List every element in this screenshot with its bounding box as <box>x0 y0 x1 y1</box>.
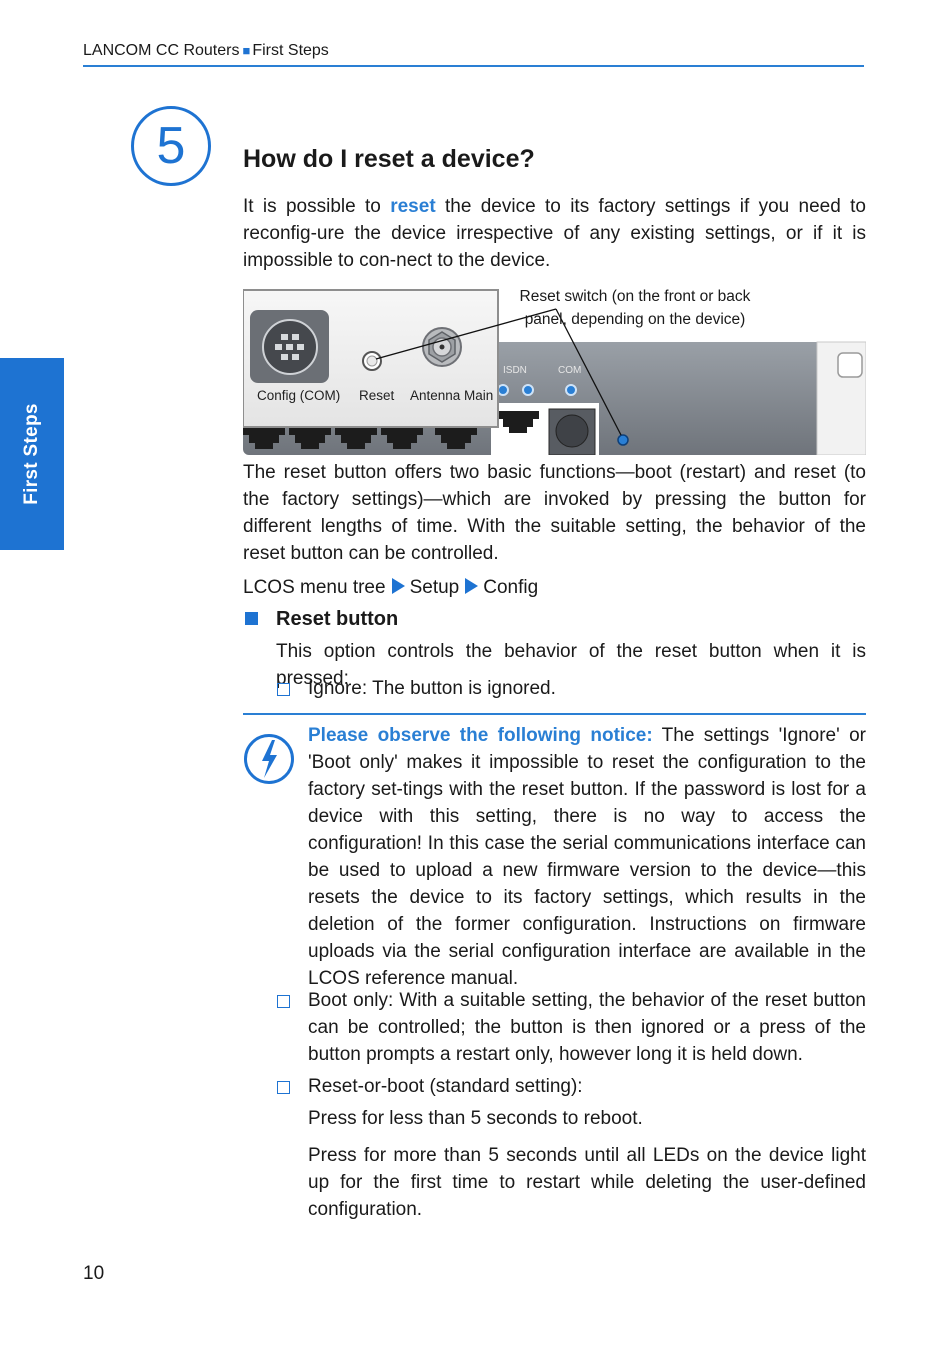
header-section: First Steps <box>252 42 329 59</box>
reset-button-heading: Reset button <box>276 608 399 630</box>
option-reset-or-boot: Reset-or-boot (standard setting): <box>308 1076 583 1097</box>
led-2 <box>523 385 533 395</box>
page-number: 10 <box>83 1263 105 1284</box>
page-title: How do I reset a device? <box>243 145 535 173</box>
com-label: COM <box>558 365 582 376</box>
checkbox-bullet-icon <box>277 1081 290 1094</box>
menu-path-config: Config <box>483 577 539 598</box>
menu-path-setup: Setup <box>409 577 460 598</box>
side-section-tab <box>0 358 64 550</box>
header-separator: ■ <box>242 43 251 58</box>
antenna-connector <box>423 328 461 366</box>
callout-line-1: Reset switch (on the front or back <box>519 288 751 305</box>
intro-text-after: the device to its factory settings if you need to reconfig-ure the device irrespective of any existing settings, or if it is impossible to con-nect to the device. <box>243 196 867 271</box>
lightning-warning-icon <box>242 732 296 786</box>
led-1 <box>498 385 508 395</box>
step-number-circle: 5 <box>131 106 211 186</box>
antenna-main-label: Antenna Main <box>410 388 494 403</box>
reboot-long-press: Press for more than 5 seconds until all LEDs on the device light up for the first time to restart while deleting the user-defined configuration. <box>308 1145 866 1220</box>
triangle-arrow-icon <box>465 578 478 594</box>
checkbox-bullet-icon <box>277 995 290 1008</box>
notice-text: The settings 'Ignore' or 'Boot only' makes it impossible to reset the configuration to the factory set-tings with the reset button. If the password is lost for a device with this setting, there is no way to access the configuration! In this case the serial communications interface can be used to upload a new firmware version to the device—this resets the device to its factory settings, which results in the deletion of the former configuration. Instructions on firmware uploads via the serial configuration interface are available in the LCOS reference manual. <box>308 725 866 989</box>
bullet-square-icon <box>245 612 258 625</box>
triangle-arrow-icon <box>392 578 405 594</box>
device-illustration <box>243 285 866 455</box>
running-header <box>83 40 864 62</box>
header-rule <box>83 65 864 67</box>
option-ignore: Ignore: The button is ignored. <box>308 678 556 699</box>
side-tab-label: First Steps <box>21 403 42 505</box>
intro-keyword-reset: reset <box>390 196 436 217</box>
intro-text-before: It is possible to <box>243 196 391 217</box>
reboot-short-press: Press for less than 5 seconds to reboot. <box>308 1108 643 1129</box>
notice-divider <box>243 713 866 715</box>
reset-functions-paragraph: The reset button offers two basic functions—boot (restart) and reset (to the factory settings)—which are invoked by pressing the button for different lengths of time. With the suitable setting, the behavior of the reset button can be controlled. <box>243 462 866 564</box>
isdn-label: ISDN <box>503 365 527 376</box>
menu-path-root: LCOS menu tree <box>243 577 386 598</box>
reset-switch-callout <box>495 285 775 331</box>
reset-button-description: This option controls the behavior of the reset button when it is pressed: <box>276 641 866 689</box>
device-end-cap-slot <box>838 353 862 377</box>
callout-line-2: panel, depending on the device) <box>524 311 746 328</box>
checkbox-bullet-icon <box>277 683 290 696</box>
reset-label: Reset <box>359 388 395 403</box>
reset-switch-pinhole <box>618 435 628 445</box>
intro-paragraph <box>243 193 866 274</box>
led-3 <box>566 385 576 395</box>
notice-paragraph <box>308 722 866 992</box>
header-product: LANCOM CC Routers <box>83 42 240 59</box>
config-com-label: Config (COM) <box>257 388 341 403</box>
option-boot-only: Boot only: With a suitable setting, the behavior of the reset button can be controlled; the button is then ignored or a press of the button prompts a restart only, however long it is held down. <box>308 990 866 1065</box>
menu-tree-path <box>243 574 538 601</box>
com-port-socket <box>556 415 588 447</box>
notice-lead: Please observe the following notice: <box>308 725 653 746</box>
